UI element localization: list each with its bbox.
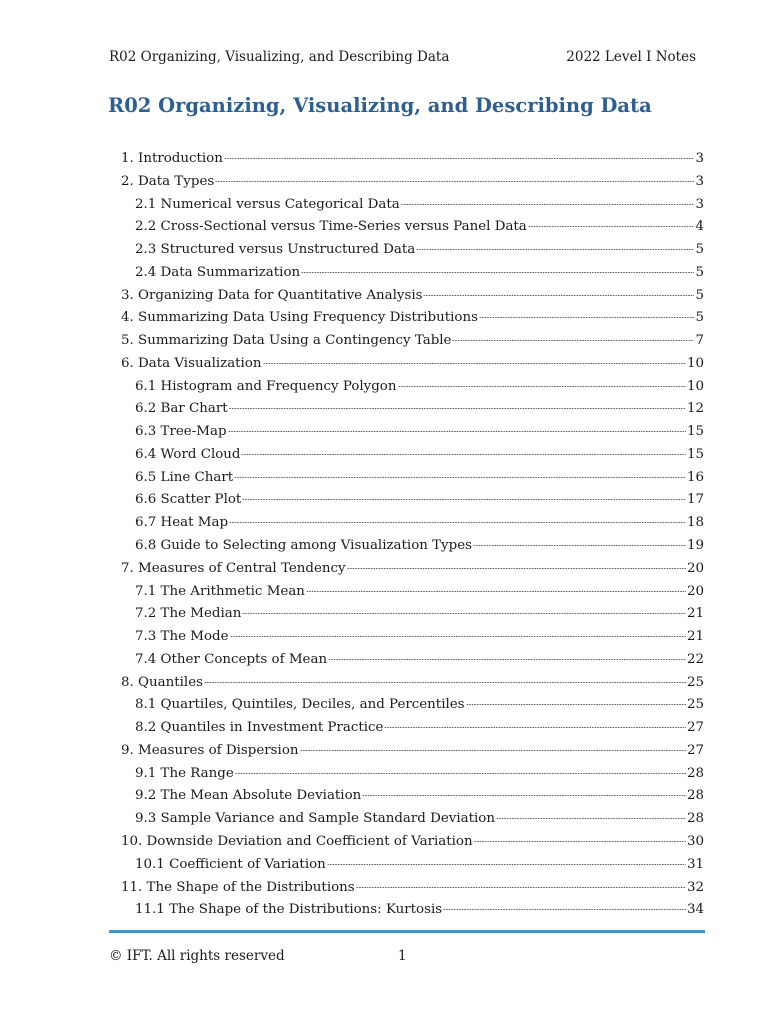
- toc-entry-page: 19: [686, 538, 704, 554]
- toc-entry-page: 5: [695, 264, 704, 280]
- toc-entry-label: 2. Data Types: [121, 173, 215, 189]
- toc-dot-leader: [474, 841, 686, 842]
- toc-entry-label: 7.3 The Mode: [135, 629, 229, 645]
- toc-dot-leader: [416, 249, 694, 250]
- toc-entry-label: 8. Quantiles: [121, 674, 203, 690]
- toc-dot-leader: [466, 704, 686, 705]
- toc-entry-label: 6.2 Bar Chart: [135, 401, 228, 417]
- toc-entry-page: 22: [686, 651, 704, 667]
- toc-entry-label: 2.3 Structured versus Unstructured Data: [135, 242, 416, 258]
- toc-dot-leader: [384, 727, 686, 728]
- toc-entry-page: 16: [686, 469, 704, 485]
- toc-entry-label: 8.1 Quartiles, Quintiles, Deciles, and Percentiles: [135, 697, 465, 713]
- toc-entry-page: 15: [686, 424, 704, 440]
- toc-entry-page: 21: [686, 606, 704, 622]
- toc-entry[interactable]: [121, 740, 704, 763]
- toc-dot-leader: [242, 613, 686, 614]
- toc-entry-page: 34: [686, 902, 704, 918]
- toc-entry[interactable]: [121, 877, 704, 900]
- footer-page-number: 1: [398, 948, 407, 964]
- toc-entry[interactable]: [121, 353, 704, 376]
- toc-entry-label: 11.1 The Shape of the Distributions: Kurtosis: [135, 902, 443, 918]
- toc-entry-page: 25: [686, 674, 704, 690]
- toc-dot-leader: [362, 795, 686, 796]
- toc-dot-leader: [228, 431, 686, 432]
- toc-entry[interactable]: [121, 535, 704, 558]
- toc-entry[interactable]: [121, 626, 704, 649]
- toc-dot-leader: [301, 272, 694, 273]
- toc-entry-page: 27: [686, 720, 704, 736]
- toc-entry-page: 30: [686, 833, 704, 849]
- toc-dot-leader: [241, 454, 685, 455]
- toc-entry[interactable]: [121, 558, 704, 581]
- toc-entry-page: 28: [686, 765, 704, 781]
- toc-entry-page: 5: [695, 310, 704, 326]
- toc-entry-page: 28: [686, 788, 704, 804]
- toc-dot-leader: [479, 317, 694, 318]
- toc-entry-label: 6.7 Heat Map: [135, 515, 229, 531]
- toc-entry-page: 10: [686, 355, 704, 371]
- toc-dot-leader: [229, 522, 686, 523]
- toc-dot-leader: [443, 909, 686, 910]
- toc-entry-page: 12: [686, 401, 704, 417]
- toc-entry-label: 10. Downside Deviation and Coefficient of Variation: [121, 833, 473, 849]
- toc-dot-leader: [235, 773, 686, 774]
- toc-entry[interactable]: [121, 398, 704, 421]
- toc-entry[interactable]: [121, 854, 704, 877]
- toc-dot-leader: [347, 568, 686, 569]
- toc-dot-leader: [327, 864, 686, 865]
- document-title: R02 Organizing, Visualizing, and Describing Data: [108, 94, 652, 117]
- toc-dot-leader: [263, 363, 686, 364]
- toc-dot-leader: [528, 226, 695, 227]
- toc-dot-leader: [328, 659, 686, 660]
- toc-entry-label: 9. Measures of Dispersion: [121, 742, 299, 758]
- toc-entry[interactable]: [121, 512, 704, 535]
- toc-entry-label: 1. Introduction: [121, 151, 223, 166]
- toc-entry-label: 2.2 Cross-Sectional versus Time-Series versus Panel Data: [135, 219, 527, 235]
- toc-entry-label: 9.3 Sample Variance and Sample Standard Deviation: [135, 811, 495, 827]
- header-left-title: R02 Organizing, Visualizing, and Describing Data: [109, 49, 450, 65]
- toc-entry[interactable]: [121, 603, 704, 626]
- toc-entry-page: 15: [686, 446, 704, 462]
- toc-dot-leader: [356, 887, 686, 888]
- toc-entry-label: 6.1 Histogram and Frequency Polygon: [135, 378, 397, 394]
- toc-entry[interactable]: [121, 672, 704, 695]
- toc-entry-label: 6.4 Word Cloud: [135, 446, 241, 462]
- toc-entry-page: 32: [686, 879, 704, 895]
- toc-entry-page: 21: [686, 629, 704, 645]
- toc-entry-label: 6. Data Visualization: [121, 355, 262, 371]
- toc-entry[interactable]: [121, 194, 704, 217]
- toc-entry[interactable]: [121, 899, 704, 922]
- toc-dot-leader: [234, 477, 686, 478]
- toc-entry-page: 5: [695, 242, 704, 258]
- footer-copyright: © IFT. All rights reserved: [109, 948, 285, 964]
- toc-dot-leader: [401, 204, 695, 205]
- toc-entry-page: 3: [695, 173, 704, 189]
- toc-entry-page: 10: [686, 378, 704, 394]
- toc-entry[interactable]: [121, 239, 704, 262]
- toc-entry-page: 27: [686, 742, 704, 758]
- toc-entry-page: 3: [695, 151, 704, 166]
- toc-entry-label: 9.1 The Range: [135, 765, 234, 781]
- toc-entry[interactable]: [121, 330, 704, 353]
- toc-entry-page: 25: [686, 697, 704, 713]
- toc-entry-label: 9.2 The Mean Absolute Deviation: [135, 788, 362, 804]
- toc-entry-label: 10.1 Coefficient of Variation: [135, 856, 326, 872]
- toc-entry-page: 20: [686, 560, 704, 576]
- toc-entry[interactable]: [121, 649, 704, 672]
- toc-entry-label: 7.2 The Median: [135, 606, 242, 622]
- toc-entry-page: 4: [695, 219, 704, 235]
- toc-entry[interactable]: [121, 831, 704, 854]
- toc-entry[interactable]: [121, 307, 704, 330]
- toc-entry-label: 4. Summarizing Data Using Frequency Distributions: [121, 310, 478, 326]
- toc-dot-leader: [229, 408, 686, 409]
- toc-entry[interactable]: [121, 376, 704, 399]
- toc-entry[interactable]: [121, 717, 704, 740]
- toc-entry-page: 17: [686, 492, 704, 508]
- toc-dot-leader: [242, 499, 686, 500]
- toc-entry[interactable]: [121, 148, 704, 171]
- footer-divider: [109, 930, 705, 933]
- toc-entry-label: 6.3 Tree-Map: [135, 424, 227, 440]
- toc-dot-leader: [215, 181, 694, 182]
- toc-entry-page: 31: [686, 856, 704, 872]
- toc-entry-page: 3: [695, 196, 704, 212]
- toc-entry[interactable]: [121, 785, 704, 808]
- toc-entry-label: 11. The Shape of the Distributions: [121, 879, 355, 895]
- toc-dot-leader: [423, 295, 694, 296]
- page-header: [109, 47, 696, 67]
- toc-entry[interactable]: [121, 581, 704, 604]
- toc-entry[interactable]: [121, 285, 704, 308]
- toc-entry-label: 6.5 Line Chart: [135, 469, 234, 485]
- toc-entry[interactable]: [121, 763, 704, 786]
- toc-entry[interactable]: [121, 694, 704, 717]
- toc-dot-leader: [224, 158, 695, 159]
- toc-entry-label: 6.8 Guide to Selecting among Visualization Types: [135, 538, 472, 554]
- toc-entry-page: 18: [686, 515, 704, 531]
- toc-entry-page: 5: [695, 287, 704, 303]
- toc-entry[interactable]: [121, 216, 704, 239]
- toc-dot-leader: [473, 545, 686, 546]
- toc-entry-label: 6.6 Scatter Plot: [135, 492, 242, 508]
- table-of-contents: [121, 148, 704, 922]
- toc-entry-page: 20: [686, 583, 704, 599]
- toc-entry-label: 8.2 Quantiles in Investment Practice: [135, 720, 384, 736]
- toc-dot-leader: [230, 636, 686, 637]
- toc-entry[interactable]: [121, 262, 704, 285]
- toc-entry-label: 7.1 The Arithmetic Mean: [135, 583, 305, 599]
- toc-entry[interactable]: [121, 421, 704, 444]
- toc-entry-page: 7: [695, 333, 704, 349]
- header-right-label: 2022 Level I Notes: [566, 49, 696, 65]
- toc-entry-label: 2.4 Data Summarization: [135, 264, 301, 280]
- toc-entry[interactable]: [121, 489, 704, 512]
- toc-entry[interactable]: [121, 171, 704, 194]
- toc-entry[interactable]: [121, 444, 704, 467]
- toc-dot-leader: [496, 818, 686, 819]
- toc-entry-page: 28: [686, 811, 704, 827]
- toc-dot-leader: [306, 591, 686, 592]
- toc-entry-label: 7.4 Other Concepts of Mean: [135, 651, 328, 667]
- toc-entry[interactable]: [121, 808, 704, 831]
- toc-entry-label: 3. Organizing Data for Quantitative Analysis: [121, 287, 423, 303]
- toc-entry-label: 7. Measures of Central Tendency: [121, 560, 346, 576]
- toc-entry-label: 2.1 Numerical versus Categorical Data: [135, 196, 400, 212]
- toc-dot-leader: [398, 386, 686, 387]
- toc-entry-label: 5. Summarizing Data Using a Contingency Table: [121, 333, 452, 349]
- toc-dot-leader: [452, 340, 694, 341]
- toc-dot-leader: [204, 682, 686, 683]
- toc-dot-leader: [300, 750, 686, 751]
- toc-entry[interactable]: [121, 467, 704, 490]
